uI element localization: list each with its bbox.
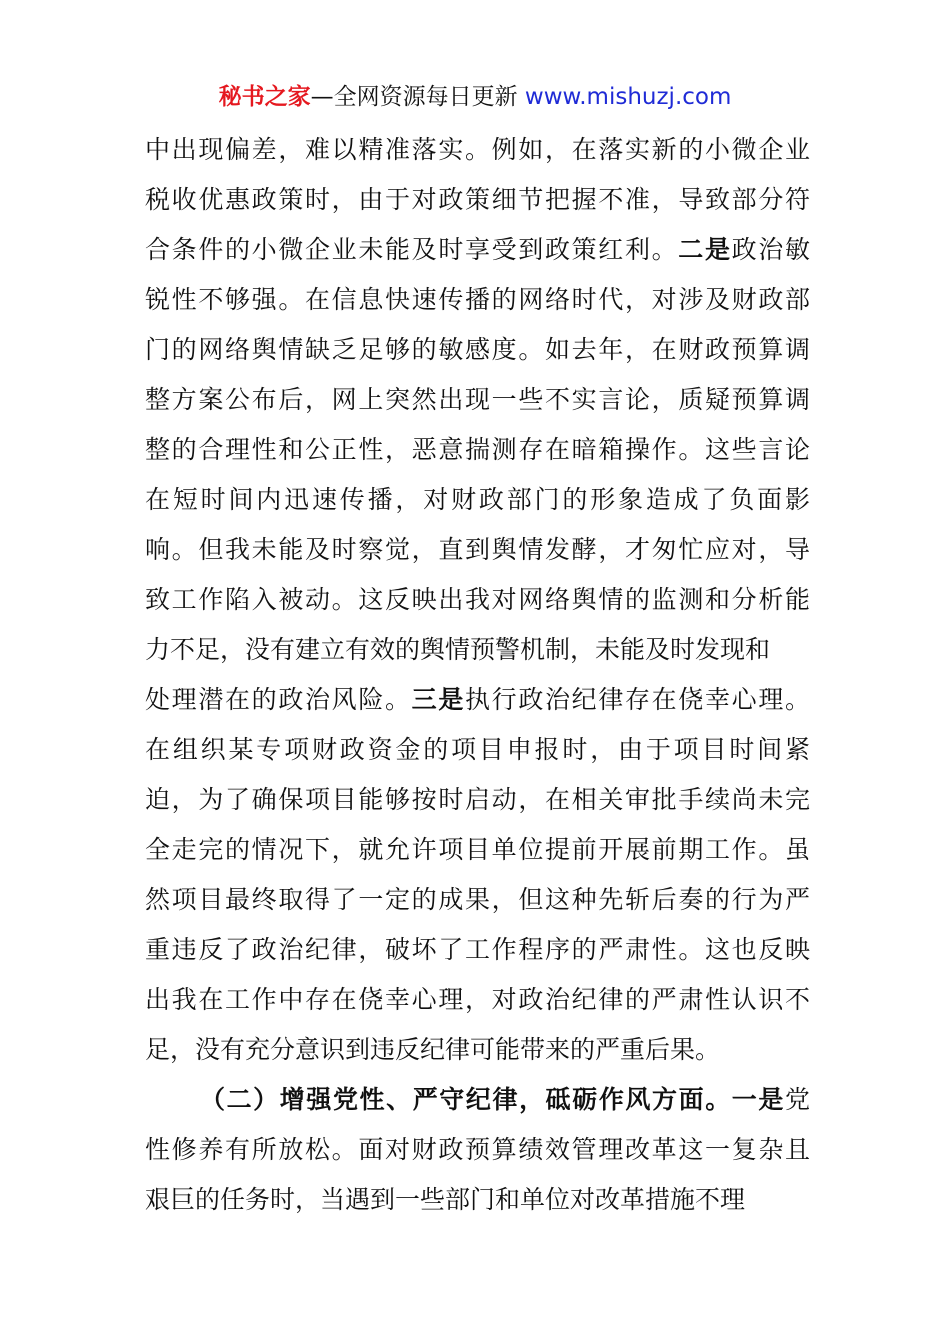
text-line (145, 525, 810, 575)
text-run: 处理潜在的政治风险。 (145, 685, 412, 714)
text-run: 力不足，没有建立有效的舆情预警机制，未能及时发现和 (145, 635, 771, 664)
text-line (145, 1175, 810, 1225)
text-run: 门的网络舆情缺乏足够的敏感度。如去年，在财政预算调 (145, 335, 810, 364)
text-run: 中出现偏差，难以精准落实。例如，在落实新的小微企业 (145, 135, 810, 164)
text-line (145, 1075, 810, 1125)
bold-text-run: 三是 (411, 685, 465, 714)
header-slogan: —全网资源每日更新 (310, 84, 518, 110)
text-line (145, 375, 810, 425)
text-run: 税收优惠政策时，由于对政策细节把握不准，导致部分符 (145, 185, 810, 214)
text-line (145, 175, 810, 225)
text-run: 性修养有所放松。面对财政预算绩效管理改革这一复杂且 (145, 1135, 810, 1164)
text-line (145, 275, 810, 325)
text-run: 政治敏 (731, 235, 810, 264)
text-run: 迫，为了确保项目能够按时启动，在相关审批手续尚未完 (145, 785, 810, 814)
text-run: 在组织某专项财政资金的项目申报时，由于项目时间紧 (145, 735, 810, 764)
bold-text-run: （二）增强党性、严守纪律，砥砺作风方面。 (200, 1085, 732, 1114)
text-line (145, 775, 810, 825)
text-line (145, 625, 810, 675)
text-line (145, 925, 810, 975)
text-line (145, 325, 810, 375)
text-run: 党 (784, 1085, 810, 1114)
text-line (145, 475, 810, 525)
text-line (145, 1125, 810, 1175)
text-run: 致工作陷入被动。这反映出我对网络舆情的监测和分析能 (145, 585, 810, 614)
text-run: 执行政治纪律存在侥幸心理。 (465, 685, 810, 714)
site-header (0, 80, 950, 114)
text-run: 艰巨的任务时，当遇到一些部门和单位对改革措施不理 (145, 1185, 746, 1214)
text-run: 重违反了政治纪律，破坏了工作程序的严肃性。这也反映 (145, 935, 810, 964)
text-run: 出我在工作中存在侥幸心理，对政治纪律的严肃性认识不 (145, 985, 810, 1014)
text-line (145, 1025, 810, 1075)
text-line (145, 225, 810, 275)
text-line (145, 125, 810, 175)
text-run: 响。但我未能及时察觉，直到舆情发酵，才匆忙应对，导 (145, 535, 810, 564)
text-line (145, 575, 810, 625)
text-run: 整的合理性和公正性，恶意揣测存在暗箱操作。这些言论 (145, 435, 810, 464)
text-line (145, 825, 810, 875)
text-line (145, 975, 810, 1025)
text-line (145, 675, 810, 725)
text-run: 然项目最终取得了一定的成果，但这种先斩后奏的行为严 (145, 885, 810, 914)
text-line (145, 875, 810, 925)
text-line (145, 725, 810, 775)
bold-text-run: 一是 (731, 1085, 785, 1114)
bold-text-run: 二是 (678, 235, 732, 264)
document-body (145, 125, 810, 1225)
text-run: 全走完的情况下，就允许项目单位提前开展前期工作。虽 (145, 835, 810, 864)
brand-name: 秘书之家 (218, 84, 311, 110)
text-run: 合条件的小微企业未能及时享受到政策红利。 (145, 235, 679, 264)
text-run: 足，没有充分意识到违反纪律可能带来的严重后果。 (145, 1035, 721, 1064)
text-line (145, 425, 810, 475)
site-url-link[interactable]: www.mishuzj.com (524, 84, 732, 110)
text-run: 整方案公布后，网上突然出现一些不实言论，质疑预算调 (145, 385, 810, 414)
text-run: 锐性不够强。在信息快速传播的网络时代，对涉及财政部 (145, 285, 810, 314)
text-run: 在短时间内迅速传播，对财政部门的形象造成了负面影 (145, 485, 810, 514)
